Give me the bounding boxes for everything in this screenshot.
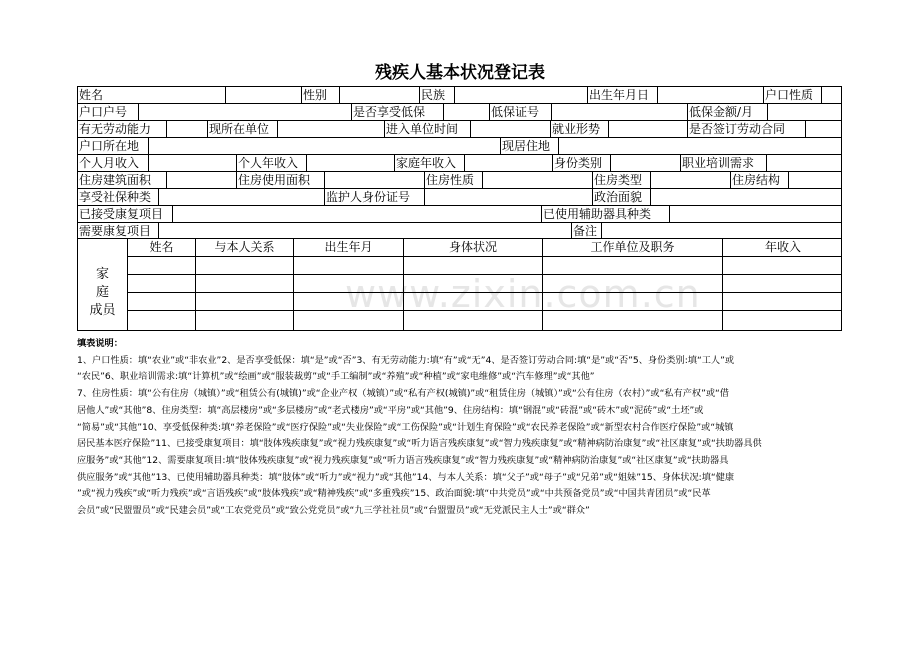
instruction-line: 7、住房性质：填“公有住房（城镇）”或“租赁公有(城镇)”或“企业产权（城镇）”或“私有产权(城镇)”或“租赁住房（城镇）”或“公有住房（农村）”或“私有产权”或“借 [77, 388, 729, 400]
family-cell[interactable] [722, 275, 843, 292]
family-cell[interactable] [403, 275, 542, 292]
label-name: 姓名 [79, 88, 104, 102]
value-name[interactable] [225, 87, 301, 103]
label-hukou-number: 户口户号 [79, 105, 128, 119]
value-subsistence-id[interactable] [551, 104, 687, 120]
value-ethnicity[interactable] [454, 87, 587, 103]
value-gender[interactable] [339, 87, 419, 103]
value-housing-structure[interactable] [788, 172, 843, 188]
label-labor-contract: 是否签订劳动合同 [687, 121, 805, 137]
family-row [128, 311, 841, 331]
value-housing-nature[interactable] [482, 172, 592, 188]
form-row-2 [77, 103, 842, 120]
instruction-line: 居民基本医疗保险”11、已接受康复项目：填“肢体残疾康复”或“视力残疾康复”或“听力语言残疾康复”或“智力残疾康复”或“精神病防治康复”或“社区康复”或“扶助器具供 [77, 438, 762, 450]
label-guardian-id: 监护人身份证号 [324, 189, 424, 205]
value-usable-area[interactable] [324, 172, 424, 188]
instruction-line: ”或“视力残疾”或“听力残疾”或“言语残疾”或“肢体残疾”或“精神残疾”或“多重残疾”15、政治面貌:填“中共党员”或“中共预备党员”或“中国共青团员”或“民革 [77, 488, 711, 500]
label-training: 职业培训需求 [680, 155, 766, 171]
label-annual-income: 个人年收入 [236, 155, 306, 171]
family-cell[interactable] [722, 293, 843, 310]
family-header-row [128, 239, 841, 257]
label-entry-date: 进入单位时间 [384, 121, 470, 137]
form-row-7 [77, 188, 842, 205]
value-current-employer[interactable] [277, 121, 384, 137]
watermark: www.zixin.com.cn [345, 272, 701, 316]
label-family-income: 家庭年收入 [394, 155, 464, 171]
label-social-insurance: 享受社保种类 [79, 190, 152, 204]
form-title: 残疾人基本状况登记表 [375, 63, 545, 83]
label-identity: 身份类别 [552, 155, 610, 171]
family-row [128, 293, 841, 311]
family-cell[interactable] [403, 257, 542, 274]
label-subsistence: 是否享受低保 [351, 104, 443, 120]
family-col-relation: 与本人关系 [195, 239, 293, 256]
label-subsistence-amount: 低保金额/月 [687, 104, 767, 120]
value-work-ability[interactable] [166, 121, 207, 137]
label-assistive-devices: 已使用辅助器具种类 [541, 206, 669, 222]
value-monthly-income[interactable] [148, 155, 236, 171]
family-cell[interactable] [195, 311, 293, 331]
label-work-ability: 有无劳动能力 [79, 122, 152, 136]
label-housing-type: 住房类型 [592, 172, 650, 188]
value-rehab-needed[interactable] [158, 223, 571, 238]
value-assistive-devices[interactable] [669, 206, 843, 222]
value-residence[interactable] [558, 138, 843, 154]
label-usable-area: 住房使用面积 [236, 172, 324, 188]
family-row [128, 275, 841, 293]
label-rehab-needed: 需要康复项目 [79, 224, 152, 238]
value-building-area[interactable] [166, 172, 236, 188]
family-cell[interactable] [128, 257, 195, 274]
family-col-employer: 工作单位及职务 [542, 239, 722, 256]
instruction-line: 应服务”或“其他”12、需要康复项目:填“肢体残疾康复”或“视力残疾康复”或“听力语言残疾康复”或“智力残疾康复”或“精神病防治康复”或“社区康复”或“扶助器具 [77, 454, 729, 466]
value-hukou-location[interactable] [148, 138, 500, 154]
value-political[interactable] [650, 189, 843, 205]
label-residence: 现居住地 [500, 138, 558, 154]
family-cell[interactable] [195, 257, 293, 274]
value-identity[interactable] [610, 155, 680, 171]
value-labor-contract[interactable] [805, 121, 843, 137]
family-cell[interactable] [542, 257, 722, 274]
family-label-char-2: 庭 [95, 285, 109, 300]
label-hukou-location: 户口所在地 [79, 139, 140, 153]
value-remarks[interactable] [601, 223, 843, 238]
label-gender: 性别 [301, 87, 339, 103]
family-cell[interactable] [722, 257, 843, 274]
instruction-line: 1、户口性质：填“农业”或“非农业”2、是否享受低保：填“是”或“否”3、有无劳动能力:填“有”或“无”4、是否签订劳动合同:填“是”或“否”5、身份类别:填“工人”或 [77, 354, 735, 366]
family-cell[interactable] [542, 293, 722, 310]
instruction-line: 供应服务”或“其他”13、已使用辅助器具种类：填“肢体”或“听力”或“视力”或“其他”14、与本人关系：填“父子”或“母子”或“兄弟”或“姐妹”15、身体状况:填“健康 [77, 471, 735, 483]
form-row-9 [77, 222, 842, 239]
label-employment: 就业形势 [550, 121, 608, 137]
family-cell[interactable] [403, 311, 542, 331]
form-row-5 [77, 154, 842, 171]
value-entry-date[interactable] [470, 121, 550, 137]
form-row-4 [77, 137, 842, 154]
instruction-line: 居他人”或“其他”8、住房类型：填“高层楼房”或“多层楼房”或“老式楼房”或“平房”或“其他”9、住房结构：填“钢混”或“砖混”或“砖木”或“泥砖”或“土坯”或 [77, 404, 704, 416]
instruction-line: 会员”或“民盟盟员”或“民建会员”或“工农党党员”或“致公党党员”或“九三学社社员”或“台盟盟员”或“无党派民主人士”或“群众” [77, 505, 590, 517]
family-row [128, 257, 841, 275]
value-family-income[interactable] [464, 155, 552, 171]
family-label-char-3: 成员 [89, 303, 116, 318]
family-cell[interactable] [128, 293, 195, 310]
instruction-line: “简易”或“其他”10、享受低保种类:填“养老保险”或“医疗保险”或“失业保险”或“工伤保险”或“计划生育保险”或“农民养老保险”或“新型农村合作医疗保险”或“城镇 [77, 421, 734, 433]
label-housing-structure: 住房结构 [730, 172, 788, 188]
family-cell[interactable] [128, 311, 195, 331]
value-housing-type[interactable] [650, 172, 730, 188]
form-row-3 [77, 120, 842, 137]
form-row-8 [77, 205, 842, 222]
label-ethnicity: 民族 [419, 87, 454, 103]
value-annual-income[interactable] [306, 155, 394, 171]
value-subsistence[interactable] [443, 104, 489, 120]
value-birthdate[interactable] [657, 87, 763, 103]
label-political: 政治面貌 [592, 189, 650, 205]
label-birthdate: 出生年月日 [587, 87, 657, 103]
family-cell[interactable] [293, 257, 403, 274]
label-building-area: 住房建筑面积 [79, 173, 152, 187]
family-label-char-1: 家 [95, 267, 109, 282]
form-row-6 [77, 171, 842, 188]
family-cell[interactable] [542, 311, 722, 331]
family-cell[interactable] [195, 293, 293, 310]
family-col-income: 年收入 [722, 239, 843, 256]
value-training[interactable] [766, 155, 843, 171]
value-subsistence-amount[interactable] [767, 104, 843, 120]
registration-grid [77, 86, 842, 239]
family-cell[interactable] [403, 293, 542, 310]
label-remarks: 备注 [571, 223, 601, 238]
value-guardian-id[interactable] [424, 189, 592, 205]
family-cell[interactable] [293, 275, 403, 292]
value-social-insurance[interactable] [158, 189, 324, 205]
value-hukou-number[interactable] [138, 104, 351, 120]
label-subsistence-id: 低保证号 [489, 104, 551, 120]
family-col-birth: 出生年月 [293, 239, 403, 256]
form-row-1 [77, 86, 842, 103]
family-members-section [77, 239, 842, 331]
family-cell[interactable] [293, 293, 403, 310]
family-cell[interactable] [722, 311, 843, 331]
family-members-label [78, 239, 128, 330]
filling-instructions [77, 336, 843, 520]
label-current-employer: 现所在单位 [207, 121, 277, 137]
label-rehab-received: 已接受康复项目 [79, 207, 164, 221]
instructions-heading: 填表说明： [77, 338, 123, 349]
family-members-table [128, 239, 841, 330]
label-hukou-type: 户口性质 [763, 87, 821, 103]
instruction-line: “农民”6、职业培训需求:填“计算机”或“绘画”或“服装裁剪”或“手工编制”或“养殖”或“种植”或“家电维修”或“汽车修理”或“其他” [77, 371, 595, 383]
value-employment[interactable] [608, 121, 687, 137]
family-cell[interactable] [195, 275, 293, 292]
family-cell[interactable] [542, 275, 722, 292]
family-cell[interactable] [293, 311, 403, 331]
family-col-name: 姓名 [149, 240, 174, 254]
value-hukou-type[interactable] [821, 87, 843, 103]
family-cell[interactable] [128, 275, 195, 292]
value-rehab-received[interactable] [172, 206, 541, 222]
family-col-health: 身体状况 [403, 239, 542, 256]
label-housing-nature: 住房性质 [424, 172, 482, 188]
label-monthly-income: 个人月收入 [79, 156, 140, 170]
